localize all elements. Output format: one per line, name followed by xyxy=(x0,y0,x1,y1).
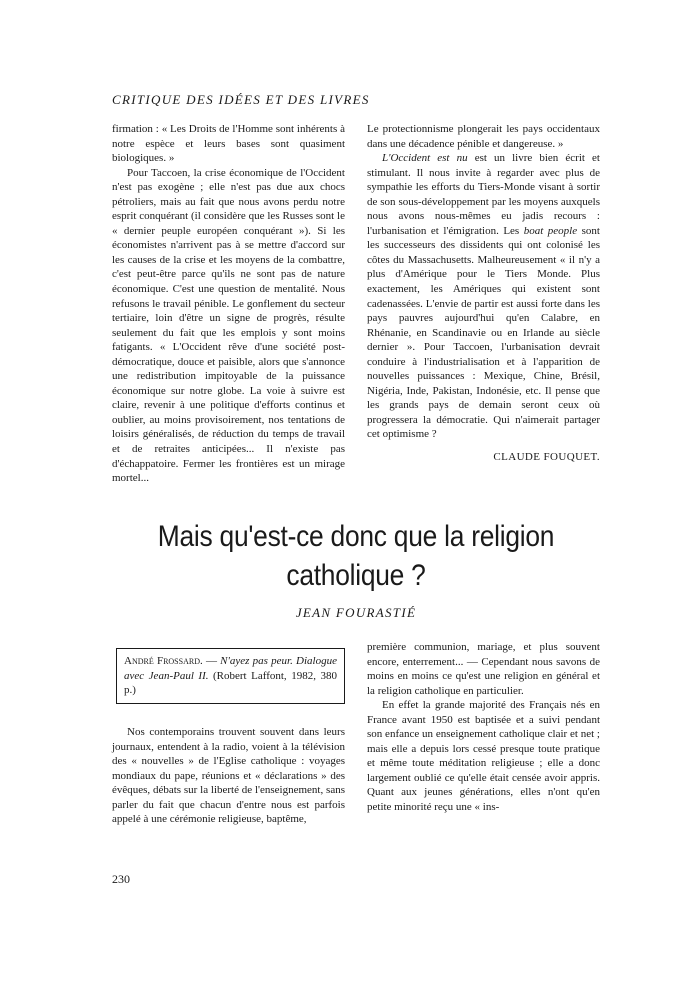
text-run: sont les successeurs des dissidents qui ont colonisé les côtes du Massachusetts. Malheureusement « il n'y a plus d'Amérique pour le Tiers Monde. Plus exactement, les Amériques qui existent sont cadenassées. L'envie de partir est aussi forte dans les pays pauvres aujourd'hui qu'en Calabre, en Rhénanie, en Scandinavie ou en Irlande au siècle dernier ». Pour Taccoen, l'urbanisation devrait conduire à l'industrialisation et à l'apparition de nouvelles puissances : Mexique, Chine, Brésil, Nigéria, Inde, Pakistan, Indonésie, etc. Il pense que les grands pays de demain seront ceux où progressera la démocratie. Qui n'aimerait partager cet optimisme ? xyxy=(367,224,600,441)
paragraph: firmation : « Les Droits de l'Homme sont inhérents à notre espèce et leurs bases sont quasiment biologiques. » xyxy=(112,123,345,165)
reference-author: André Frossard. xyxy=(124,655,203,667)
paragraph: Le protectionnisme plongerait les pays occidentaux dans une décadence pénible et dangereuse. » xyxy=(367,123,600,150)
article-author: JEAN FOURASTIÉ xyxy=(295,605,417,620)
paragraph: première communion, mariage, et plus souvent encore, enterrement... — Cependant nous savons de moins en moins ce qu'est une religion en général et la religion catholique en particulier. xyxy=(367,641,600,697)
italic-term: boat people xyxy=(523,224,578,237)
review-column-left xyxy=(112,122,345,486)
text-run: est un livre bien écrit et stimulant. Il nous invite à regarder avec plus de sympathie les efforts du Tiers-Monde visant à sortir de son sous-développement par les moyens auxquels nous avons nous-mêmes eu jadis recours : l'urbanisation et l'émigration. Les xyxy=(367,152,600,237)
reference-details: (Robert Laffont, 1982, 380 p.) xyxy=(124,669,337,696)
paragraph: Pour Taccoen, la crise économique de l'Occident n'est pas exogène ; elle n'est pas due aux chocs pétroliers, mais au fait que nous avons perdu notre esprit conquérant (il considère que les Russes sont le « dernier peuple européen conquérant »). Si les économistes n'arrivent pas à se mettre d'accord sur les causes de la crise et les moyens de la combattre, c'est peut-être parce qu'ils ne sont pas de nature économique. C'est une question de mentalité. Nous refusons le travail pénible. Le gonflement du secteur tertiaire, loin d'être un signe de progrès, résulte seulement du fait que les emplois y sont moins fatigants. « L'Occident rêve d'une société post-démocratique, douce et paisible, alors que s'annonce une redistribution impitoyable de la puissance économique sur notre globe. La voie à suivre est claire, revenir à une politique d'efforts continus et oublier, au moins provisoirement, nos tentations de loisirs généralisés, de réduction du temps de travail et de retraites anticipées... Il n'existe pas d'échappatoire. Fermer les frontières est un mirage mortel... xyxy=(112,166,345,485)
paragraph xyxy=(367,151,600,442)
paragraph: En effet la grande majorité des Français nés en France avant 1950 est baptisée et a suivi pendant son enfance un enseignement catholique clair et net ; mais elle a depuis lors cessé presque toute pratique et même toute méditation religieuse ; elle a donc largement oublié ce qu'elle était censée avoir appris. Quant aux jeunes générations, elles n'ont qu'en petite minorité reçu une « ins- xyxy=(367,699,600,814)
article-column-right xyxy=(367,640,600,815)
paragraph: Nos contemporains trouvent souvent dans leurs journaux, entendent à la radio, voient à la télévision des « nouvelles » de l'Eglise catholique : voyages mondiaux du pape, réunions et « déclarations » des évêques, débats sur la liberté de l'enseignement, sans parler du fait que chacun d'entre nous est parfois appelé à une cérémonie religieuse, baptême, xyxy=(112,726,345,826)
reference-separator: — xyxy=(202,655,221,667)
running-head: CRITIQUE DES IDÉES ET DES LIVRES xyxy=(112,92,370,107)
review-column-right xyxy=(367,122,600,465)
book-title-italic: L'Occident est nu xyxy=(382,152,468,165)
page-number: 230 xyxy=(112,872,130,886)
reviewer-signature: CLAUDE FOUQUET. xyxy=(493,451,600,464)
article-column-left xyxy=(112,725,345,827)
book-reference-box xyxy=(116,648,345,704)
reference-book-title: N'ayez pas peur. Dialogue avec Jean-Paul II. xyxy=(124,655,337,682)
article-title: Mais qu'est-ce donc que la religion catholique ? xyxy=(157,520,555,592)
